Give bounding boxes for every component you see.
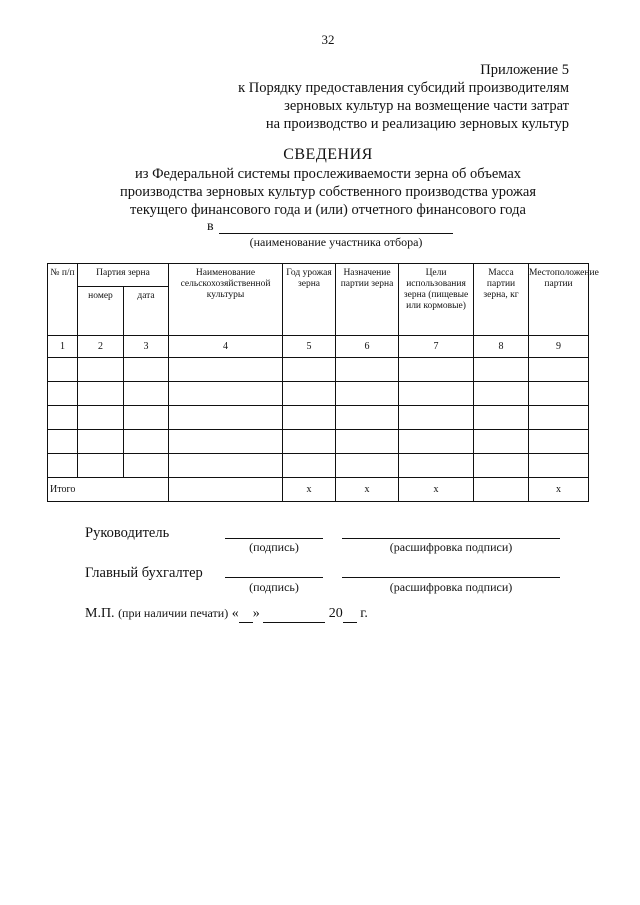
header-harvest-year: Год урожая зерна xyxy=(283,264,336,336)
column-number: 9 xyxy=(529,336,589,358)
accountant-signature-field[interactable] xyxy=(225,577,323,578)
header-usage-goals: Цели использования зерна (пищевые или кормовые) xyxy=(399,264,474,336)
accountant-signature-caption: (подпись) xyxy=(249,580,299,594)
header-location: Местоположение партии xyxy=(529,264,589,336)
total-usage-goals: x xyxy=(399,478,474,502)
header-mass: Масса партии зерна, кг xyxy=(474,264,529,336)
day-field[interactable] xyxy=(239,606,253,623)
year-field[interactable] xyxy=(343,606,357,623)
header-batch: Партия зерна xyxy=(78,264,169,287)
head-label: Руководитель xyxy=(85,525,170,541)
subtitle-line: из Федеральной системы прослеживаемости зерна об объемах xyxy=(134,166,522,182)
accountant-decoding-field[interactable] xyxy=(342,577,560,578)
accountant-decoding-caption: (расшифровка подписи) xyxy=(389,580,513,594)
column-number: 1 xyxy=(48,336,78,358)
column-number-row xyxy=(48,336,589,358)
subtitle-line: текущего финансового года и (или) отчетного финансового года xyxy=(130,202,526,218)
header-batch-number: номер xyxy=(78,287,124,336)
table-row xyxy=(48,454,589,478)
header-batch-date: дата xyxy=(124,287,169,336)
year-prefix: 20 xyxy=(328,606,343,621)
open-quote: « xyxy=(231,606,239,621)
participant-prefix: в xyxy=(207,219,214,234)
total-location: x xyxy=(529,478,589,502)
head-signature-caption: (подпись) xyxy=(249,540,299,554)
header-num: № п/п xyxy=(48,264,78,336)
column-number: 7 xyxy=(399,336,474,358)
close-quote: » xyxy=(252,606,260,621)
table-row xyxy=(48,382,589,406)
page-number: 32 xyxy=(321,32,335,47)
table-row xyxy=(48,406,589,430)
head-decoding-caption: (расшифровка подписи) xyxy=(389,540,513,554)
total-harvest-year: x xyxy=(283,478,336,502)
stamp-date-line xyxy=(85,606,368,623)
year-suffix: г. xyxy=(360,606,368,621)
head-decoding-field[interactable] xyxy=(342,538,560,539)
total-purpose: x xyxy=(336,478,399,502)
participant-caption: (наименование участника отбора) xyxy=(249,235,423,249)
stamp-note: (при наличии печати) xyxy=(118,606,229,620)
column-number: 8 xyxy=(474,336,529,358)
document-title: СВЕДЕНИЯ xyxy=(283,146,373,163)
table-row xyxy=(48,430,589,454)
column-number: 5 xyxy=(283,336,336,358)
accountant-label: Главный бухгалтер xyxy=(85,565,203,581)
total-label: Итого xyxy=(48,478,169,502)
head-signature-field[interactable] xyxy=(225,538,323,539)
stamp-label: М.П. xyxy=(85,606,115,621)
participant-name-field[interactable] xyxy=(219,233,453,234)
column-number: 2 xyxy=(78,336,124,358)
appendix-line: к Порядку предоставления субсидий производителям xyxy=(238,80,569,96)
subtitle-line: производства зерновых культур собственного производства урожая xyxy=(119,184,537,200)
column-number: 6 xyxy=(336,336,399,358)
table-row xyxy=(48,358,589,382)
column-number: 3 xyxy=(124,336,169,358)
grain-batches-table xyxy=(47,263,599,502)
column-number: 4 xyxy=(169,336,283,358)
total-mass[interactable] xyxy=(474,478,529,502)
appendix-line: на производство и реализацию зерновых культур xyxy=(265,116,569,132)
header-crop-name: Наименование сельскохозяйственной культуры xyxy=(169,264,283,336)
month-field[interactable] xyxy=(263,606,325,623)
total-row xyxy=(48,478,589,502)
appendix-line: зерновых культур на возмещение части затрат xyxy=(284,98,569,114)
appendix-title: Приложение 5 xyxy=(480,62,569,78)
header-purpose: Назначение партии зерна xyxy=(336,264,399,336)
